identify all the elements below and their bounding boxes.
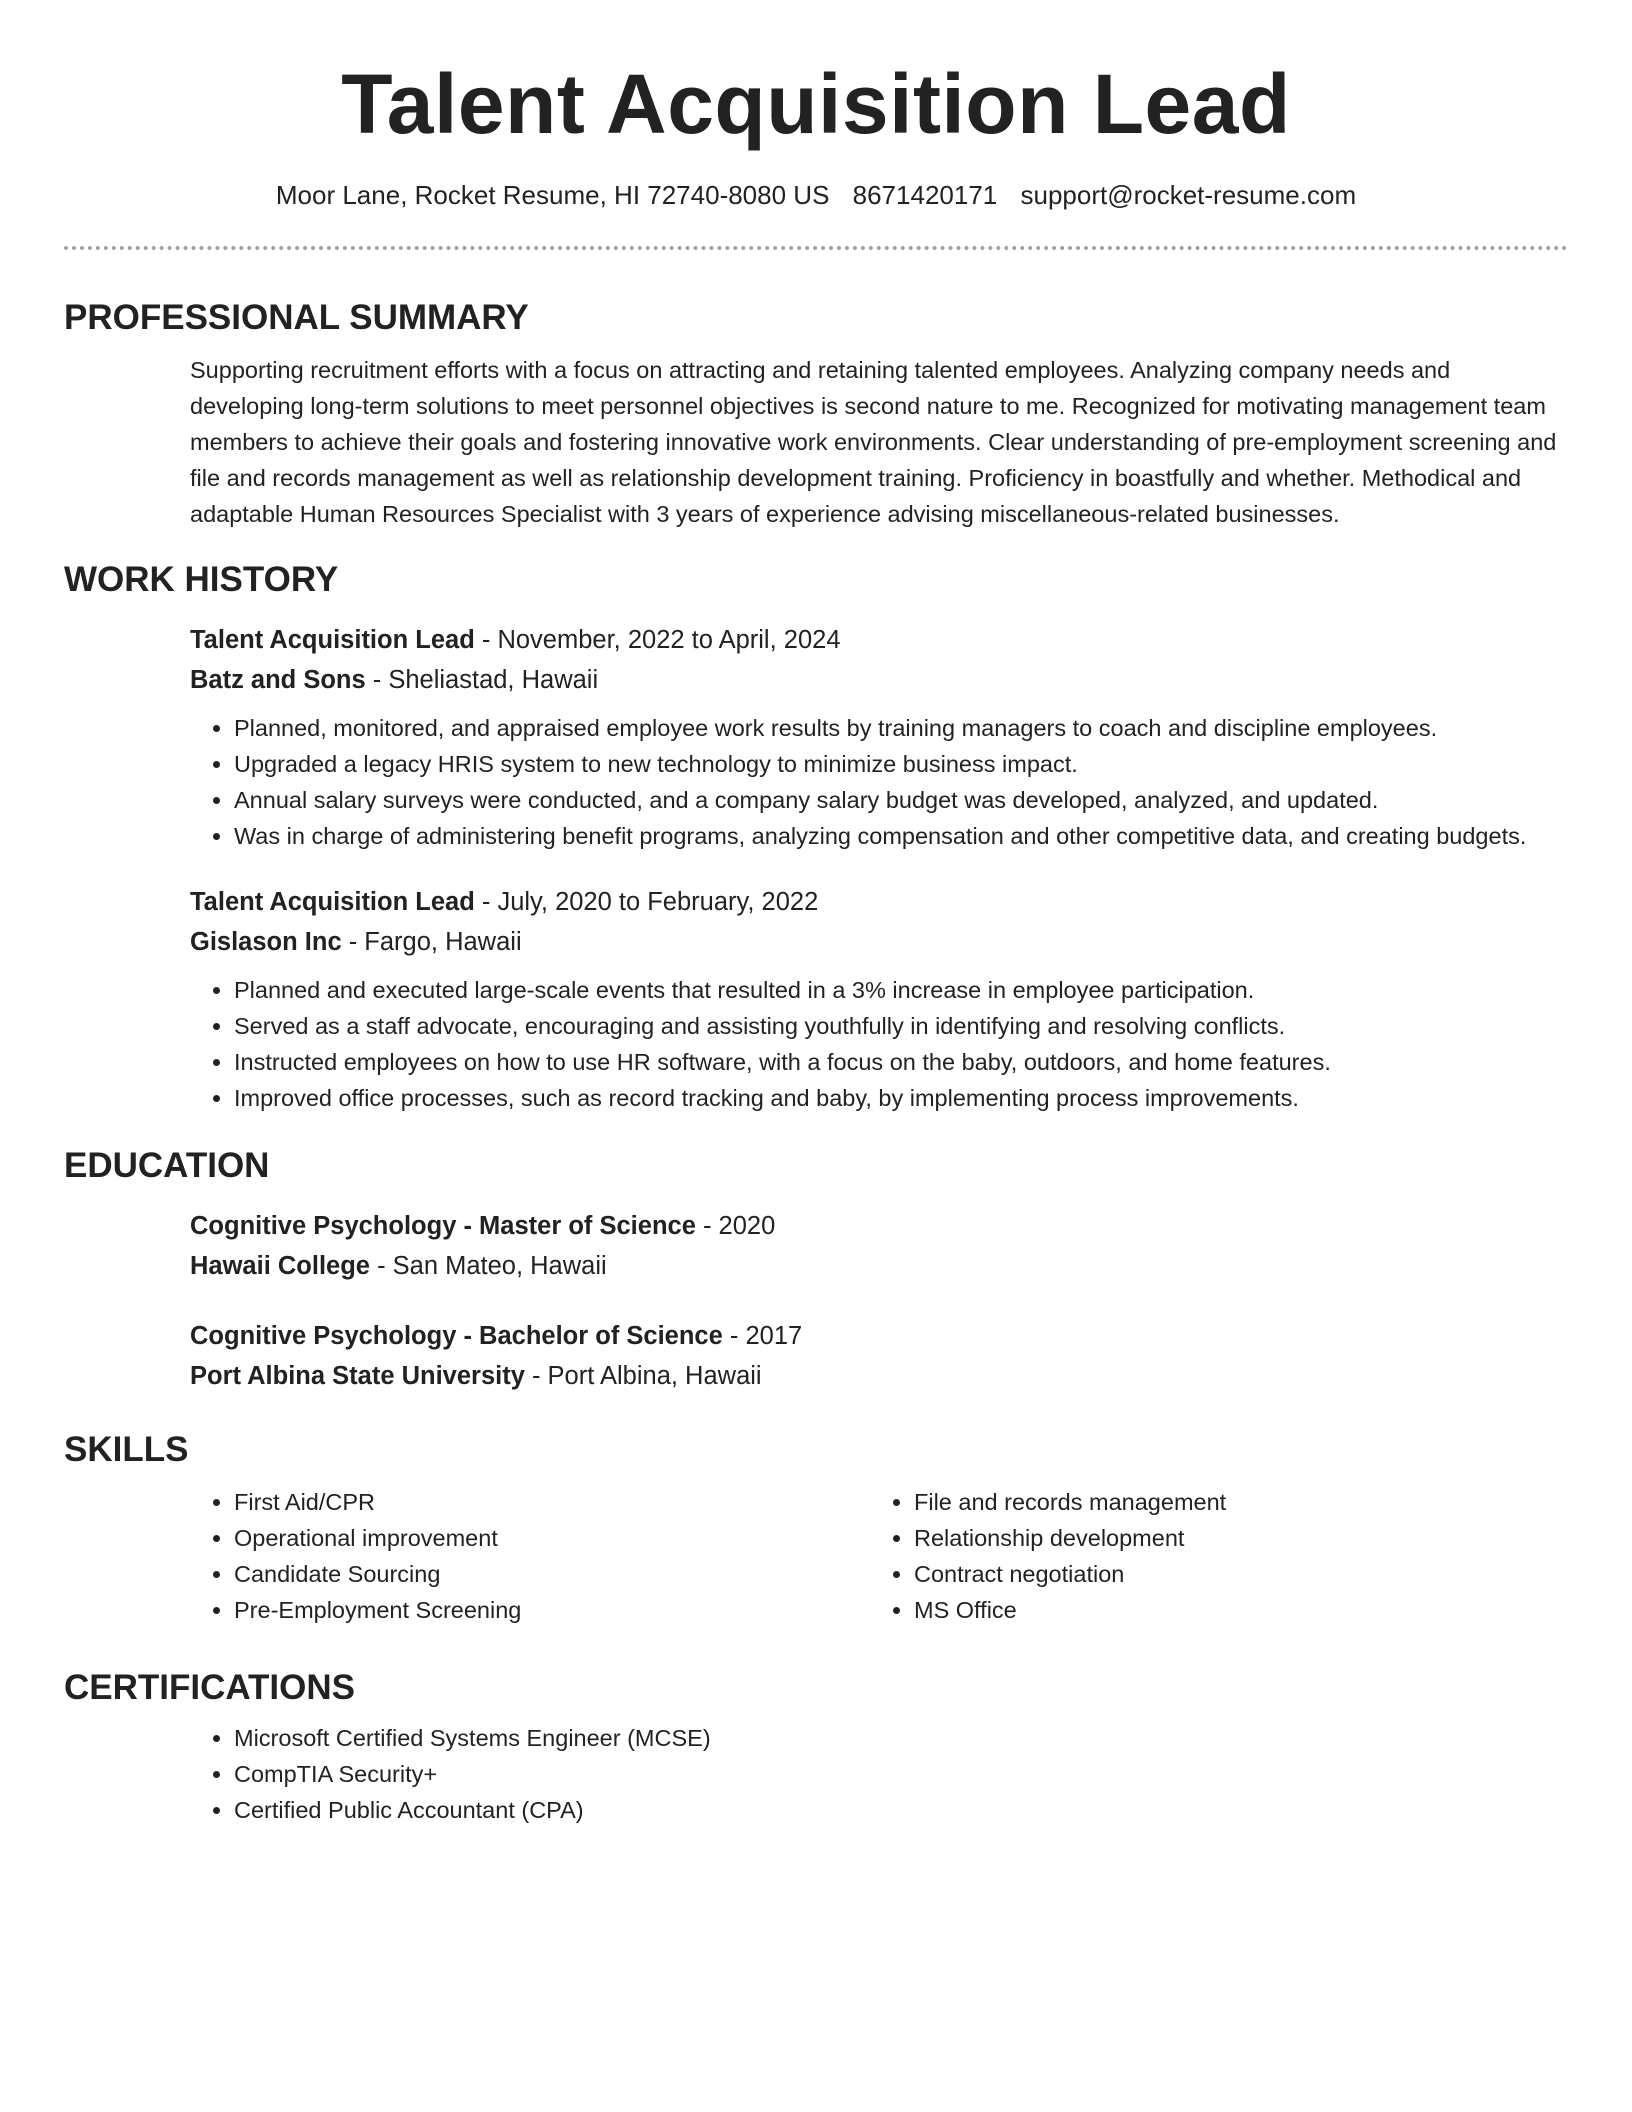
summary-text: Supporting recruitment efforts with a focus on attracting and retaining talented employees. Analyzing company needs and developing long-term solutions to meet personnel objectives is second nature to me. Recognized for motivating management team members to achieve their goals and fostering innovative work environments. Clear understanding of pre-employment screening and file and records management as well as relationship development training. Proficiency in boastfully and whether. Methodical and adaptable Human Resources Specialist with 3 years of experience advising miscellaneous-related businesses.	[190, 357, 1557, 527]
skill-item: • Pre-Employment Screening	[234, 1592, 870, 1628]
resume-page	[64, 0, 1568, 1828]
degree-line	[190, 1206, 1568, 1246]
job-location: - Fargo, Hawaii	[341, 928, 522, 956]
skill-item: • Operational improvement	[234, 1520, 870, 1556]
skills-list-left	[190, 1484, 870, 1628]
degree-year: - 2017	[722, 1322, 803, 1350]
job-role: Talent Acquisition Lead	[190, 888, 475, 916]
contact-email: support@rocket-resume.com	[1020, 180, 1357, 210]
skill-item: • File and records management	[914, 1484, 1494, 1520]
certifications-heading: CERTIFICATIONS	[64, 1668, 356, 1707]
certification-item: • Certified Public Accountant (CPA)	[234, 1792, 1568, 1828]
job-role: Talent Acquisition Lead	[190, 626, 475, 654]
job-bullet: • Annual salary surveys were conducted, and a company salary budget was developed, analyzed, and updated.	[234, 782, 1568, 818]
school-name: Hawaii College	[190, 1252, 370, 1280]
skills-section	[190, 1484, 1568, 1628]
job-company-line	[190, 660, 1568, 700]
job-bullet: • Upgraded a legacy HRIS system to new technology to minimize business impact.	[234, 746, 1568, 782]
job-dates: - November, 2022 to April, 2024	[474, 626, 841, 654]
education-entry	[190, 1206, 1568, 1286]
job-bullet: • Was in charge of administering benefit programs, analyzing compensation and other competitive data, and creating budgets.	[234, 818, 1568, 854]
work-history-section	[190, 620, 1568, 1116]
degree-year: - 2020	[695, 1212, 776, 1240]
job-bullet: • Served as a staff advocate, encouraging and assisting youthfully in identifying and resolving conflicts.	[234, 1008, 1568, 1044]
school-location: - Port Albina, Hawaii	[524, 1362, 762, 1390]
job-bullet: • Planned, monitored, and appraised employee work results by training managers to coach and discipline employees.	[234, 710, 1568, 746]
certification-item: • Microsoft Certified Systems Engineer (MCSE)	[234, 1720, 1568, 1756]
skill-item: • First Aid/CPR	[234, 1484, 870, 1520]
job-bullet: • Improved office processes, such as record tracking and baby, by implementing process improvements.	[234, 1080, 1568, 1116]
contact-phone: 8671420171	[852, 180, 998, 210]
education-section	[190, 1206, 1568, 1396]
education-entry	[190, 1316, 1568, 1396]
skill-item: • Contract negotiation	[914, 1556, 1494, 1592]
summary-heading: PROFESSIONAL SUMMARY	[64, 298, 529, 337]
school-line	[190, 1246, 1568, 1286]
job-dates: - July, 2020 to February, 2022	[474, 888, 819, 916]
school-location: - San Mateo, Hawaii	[369, 1252, 607, 1280]
job-location: - Sheliastad, Hawaii	[365, 666, 599, 694]
school-line	[190, 1356, 1568, 1396]
job-company: Batz and Sons	[190, 666, 366, 694]
skill-item: • Candidate Sourcing	[234, 1556, 870, 1592]
certifications-section	[190, 1720, 1568, 1828]
work-history-heading: WORK HISTORY	[64, 560, 339, 599]
skill-item: • MS Office	[914, 1592, 1494, 1628]
job-bullets	[190, 710, 1568, 854]
degree-name: Cognitive Psychology - Bachelor of Science	[190, 1322, 723, 1350]
contact-line	[64, 178, 1568, 212]
job-entry	[190, 620, 1568, 854]
education-heading: EDUCATION	[64, 1146, 270, 1185]
skill-item: • Relationship development	[914, 1520, 1494, 1556]
degree-line	[190, 1316, 1568, 1356]
header-divider	[64, 246, 1568, 250]
job-bullet: • Planned and executed large-scale events that resulted in a 3% increase in employee participation.	[234, 972, 1568, 1008]
job-bullet: • Instructed employees on how to use HR software, with a focus on the baby, outdoors, and home features.	[234, 1044, 1568, 1080]
skills-grid	[190, 1484, 1568, 1628]
job-bullets	[190, 972, 1568, 1116]
job-company-line	[190, 922, 1568, 962]
job-title-line	[190, 620, 1568, 660]
degree-name: Cognitive Psychology - Master of Science	[190, 1212, 696, 1240]
summary-section	[190, 352, 1568, 532]
skills-heading: SKILLS	[64, 1430, 189, 1469]
job-company: Gislason Inc	[190, 928, 342, 956]
skills-list-right	[870, 1484, 1494, 1628]
certification-item: • CompTIA Security+	[234, 1756, 1568, 1792]
resume-name: Talent Acquisition Lead	[341, 57, 1291, 151]
job-entry	[190, 882, 1568, 1116]
school-name: Port Albina State University	[190, 1362, 525, 1390]
certifications-list	[190, 1720, 1568, 1828]
job-title-line	[190, 882, 1568, 922]
contact-address: Moor Lane, Rocket Resume, HI 72740-8080 US	[275, 180, 830, 210]
